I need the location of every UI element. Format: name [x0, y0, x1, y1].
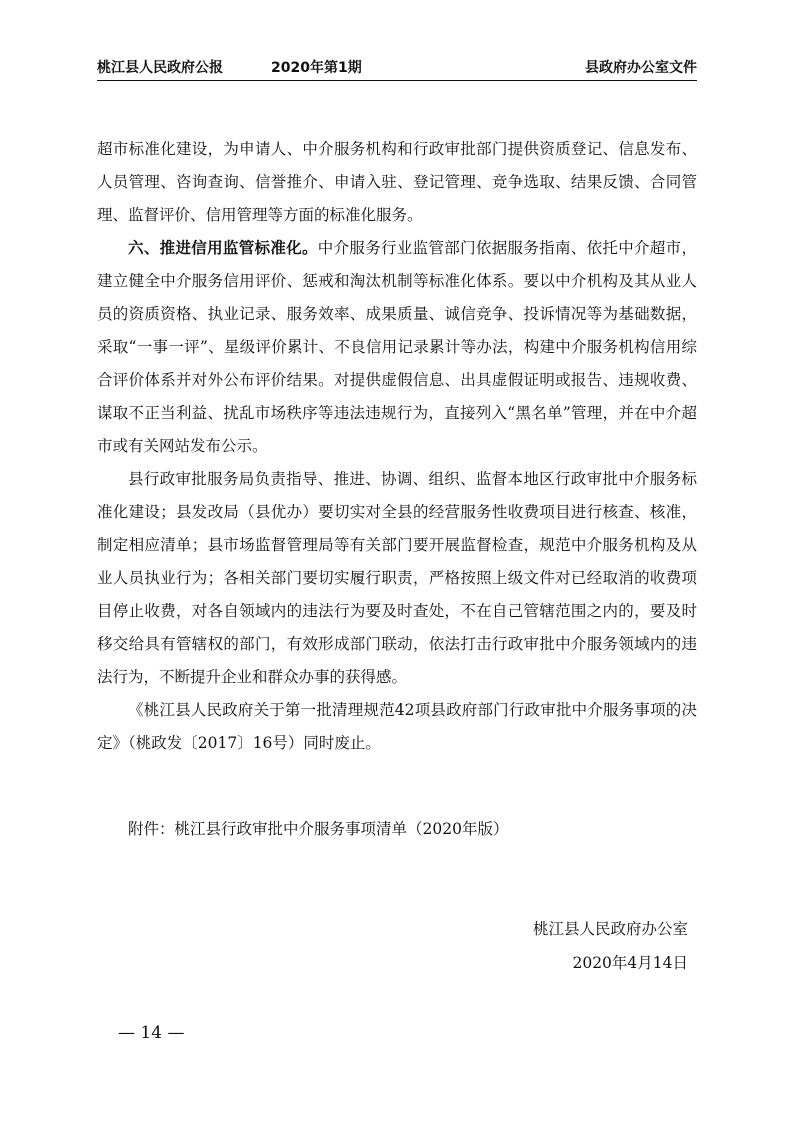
- paragraph-2-text: 中介服务行业监管部门依据服务指南、依托中介超市，建立健全中介服务信用评价、惩戒和淘汰机制等标准化体系。要以中介机构及其从业人员的资质资格、执业记录、服务效率、成果质量、诚信竞争、投诉情况等为基础数据，采取“一事一评”、星级评价累计、不良信用记录累计等办法，构建中介服务机构信用综合评价体系并对外公布评价结果。对提供虚假信息、出具虚假证明或报告、违规收费、谋取不正当利益、扰乱市场秩序等违法违规行为，直接列入“黑名单”管理，并在中介超市或有关网站发布公示。: [97, 239, 697, 455]
- signature-block: [533, 912, 688, 980]
- issue-date: 2020年4月14日: [572, 954, 688, 972]
- paragraph-3: 县行政审批服务局负责指导、推进、协调、组织、监督本地区行政审批中介服务标准化建设；县发改局（县优办）要切实对全县的经营服务性收费项目进行核查、核准，制定相应清单；县市场监督管理局等有关部门要开展监督检查，规范中介服务机构及从业人员执业行为；各相关部门要切实履行职责，严格按照上级文件对已经取消的收费项目停止收费，对各自领域内的违法行为要及时查处，不在自己管辖范围之内的，要及时移交给具有管辖权的部门，有效形成部门联动，依法打击行政审批中介服务领域内的违法行为，不断提升企业和群众办事的获得感。: [97, 470, 697, 686]
- issuing-office: 桃江县人民政府办公室: [532, 920, 688, 938]
- section-heading-6: 六、推进信用监管标准化。: [128, 239, 318, 257]
- header-divider: [97, 80, 697, 81]
- page-header: [97, 57, 697, 79]
- issue-number: 2020年第1期: [271, 60, 362, 76]
- attachment-note: 附件：桃江县行政审批中介服务事项清单（2020年版）: [128, 820, 509, 838]
- paragraph-2: [97, 232, 697, 463]
- page-number: — 14 —: [118, 1023, 185, 1043]
- publication-title: 桃江县人民政府公报: [97, 60, 223, 76]
- paragraph-4: 《桃江县人民政府关于第一批清理规范42项县政府部门行政审批中介服务事项的决定》（桃政发〔2017〕16号）同时废止。: [97, 701, 697, 752]
- document-body: [97, 133, 697, 760]
- paragraph-1: 超市标准化建设，为申请人、中介服务机构和行政审批部门提供资质登记、信息发布、人员管理、咨询查询、信誉推介、申请入驻、登记管理、竞争选取、结果反馈、合同管理、监督评价、信用管理等方面的标准化服务。: [97, 140, 697, 224]
- document-category: 县政府办公室文件: [585, 60, 697, 76]
